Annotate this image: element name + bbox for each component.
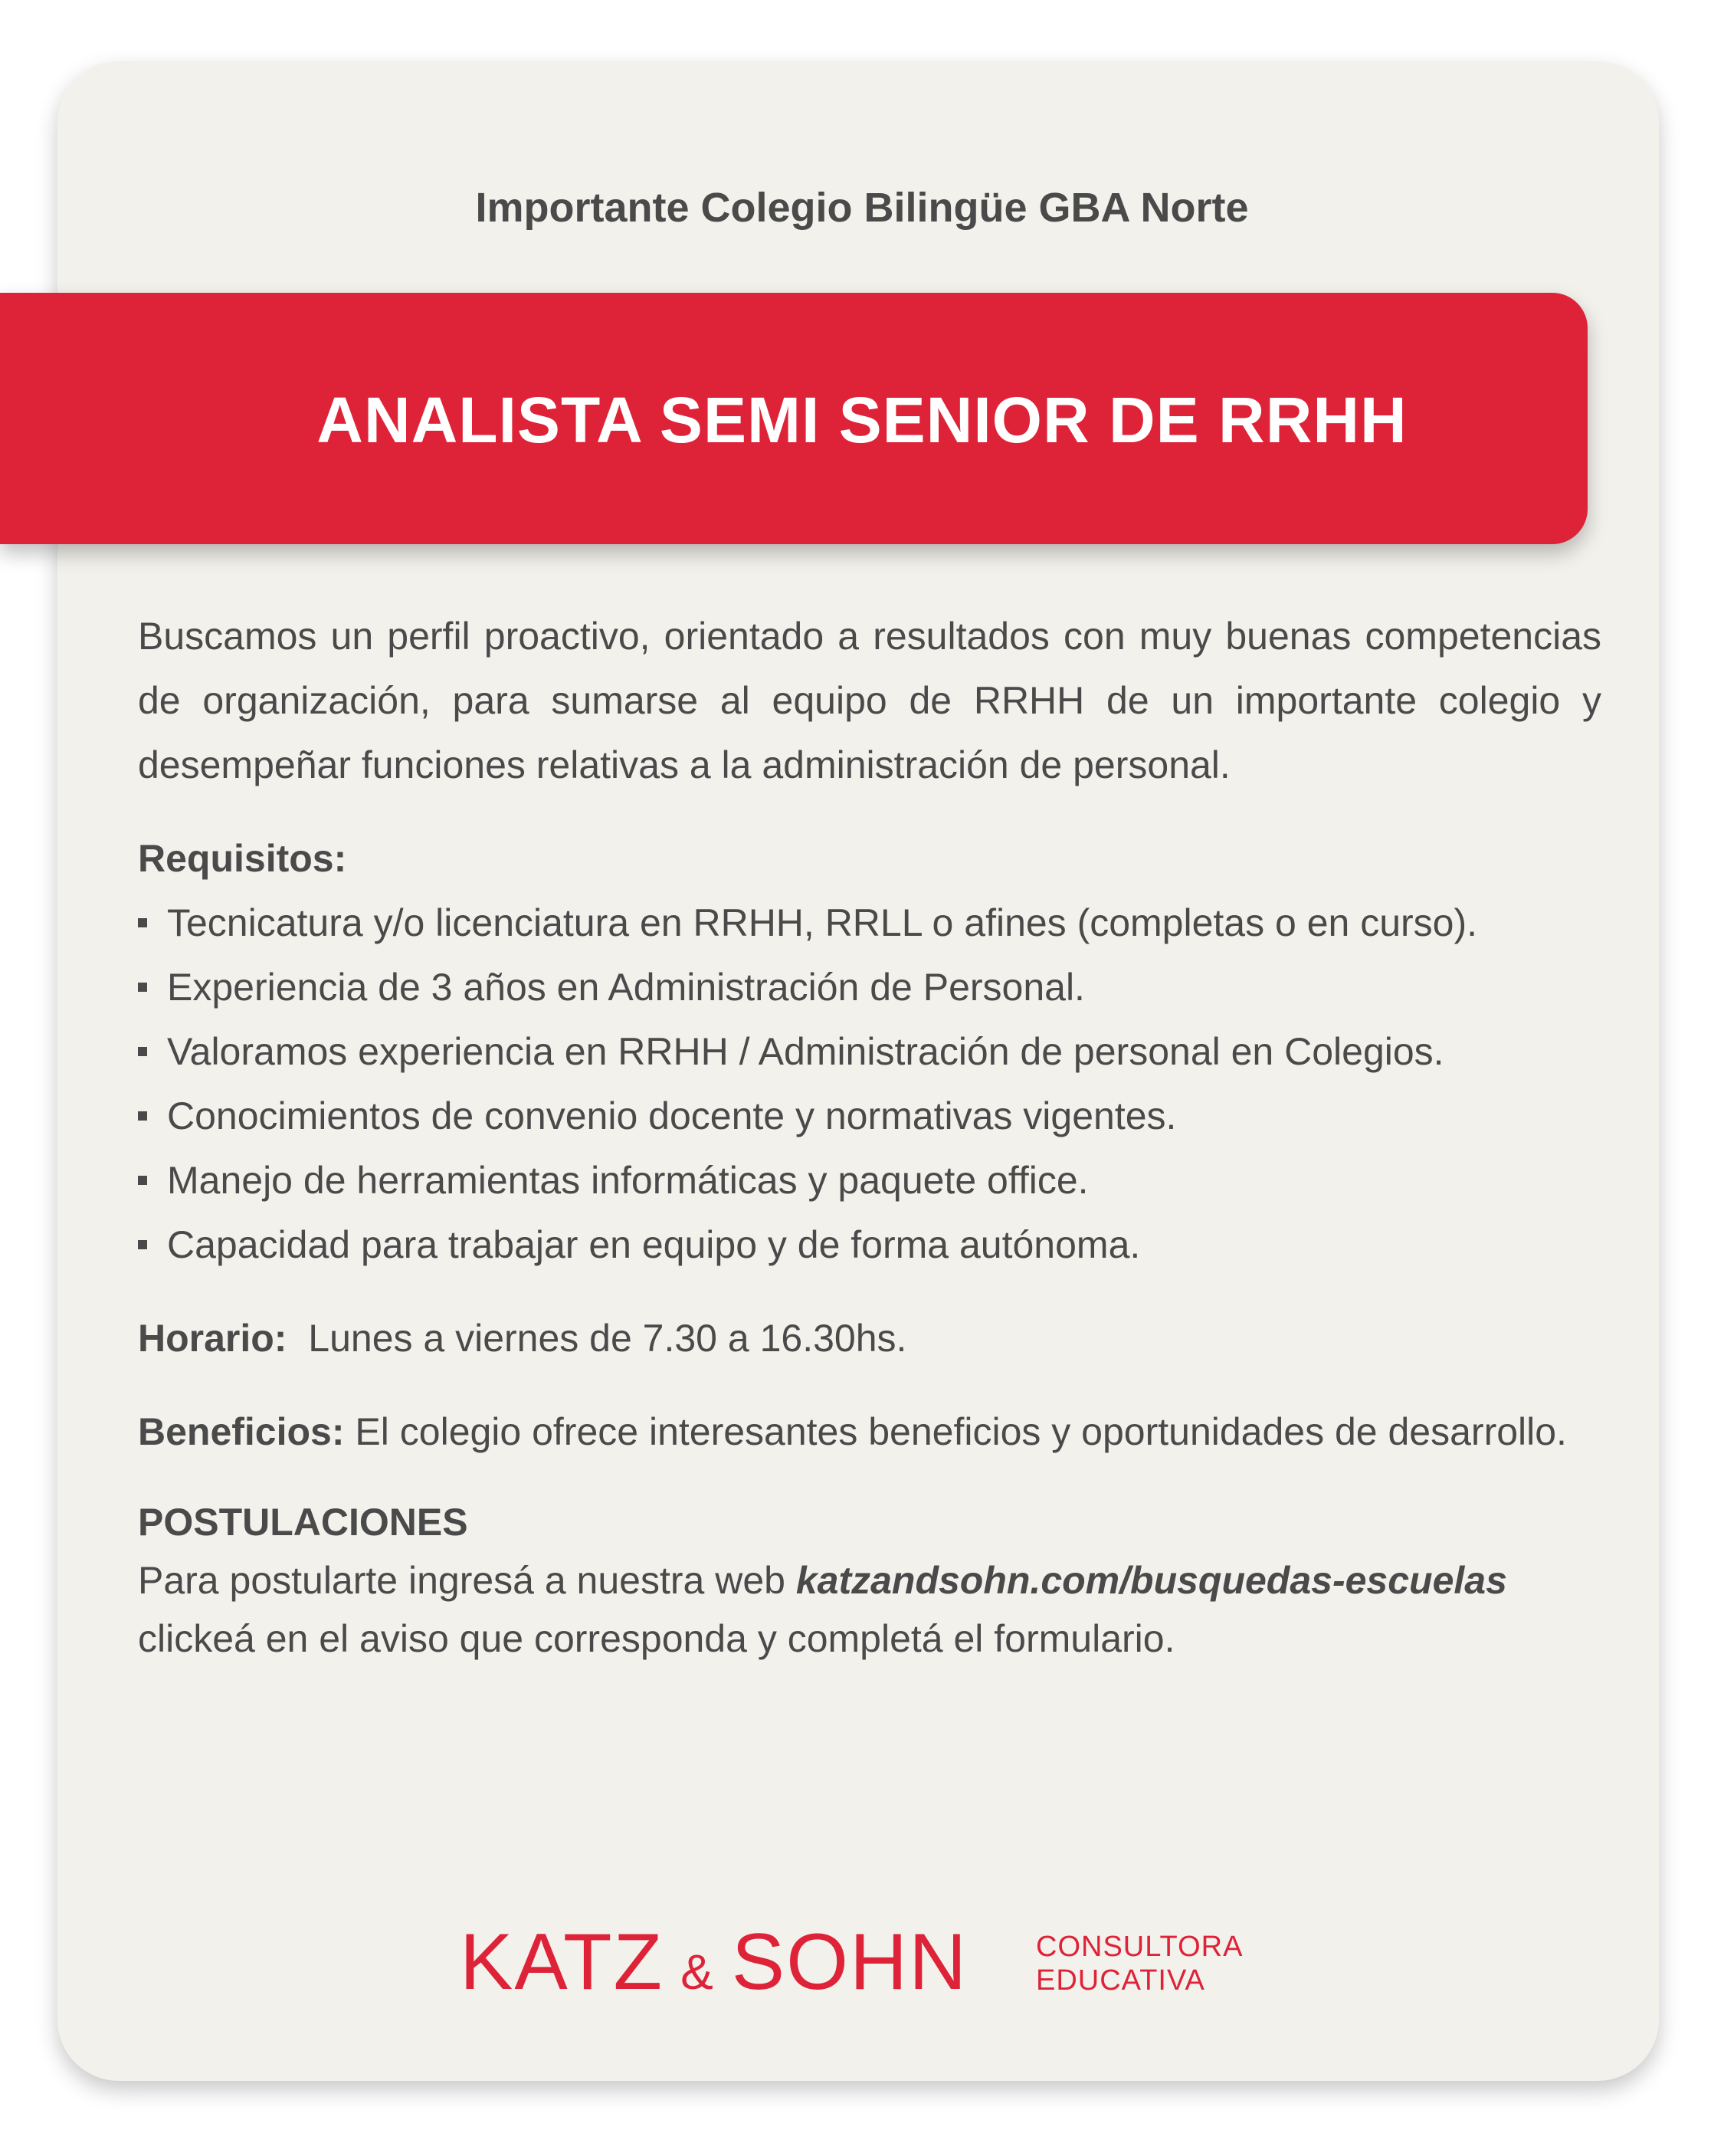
applications-link[interactable]: katzandsohn.com/busquedas-escuelas xyxy=(795,1559,1507,1602)
benefits-paragraph xyxy=(138,1400,1601,1464)
requirement-item xyxy=(138,1019,1601,1084)
brand-tagline-line1: CONSULTORA xyxy=(1036,1931,1244,1963)
bullet-icon xyxy=(138,1111,147,1121)
requirement-item xyxy=(138,955,1601,1019)
requirement-text: Conocimientos de convenio docente y normativas vigentes. xyxy=(167,1094,1177,1137)
intro-paragraph: Buscamos un perfil proactivo, orientado a resultados con muy buenas competencias de organización, para sumarse al equipo de RRHH de un importante colegio y desempeñar funciones relativas a la administración de personal. xyxy=(138,615,1601,786)
school-kicker: Importante Colegio Bilingüe GBA Norte xyxy=(475,185,1249,231)
brand-name xyxy=(460,1916,968,2018)
applications-text xyxy=(138,1551,1601,1668)
requirement-item xyxy=(138,891,1601,955)
requirement-text: Capacidad para trabajar en equipo y de forma autónoma. xyxy=(167,1223,1141,1266)
bullet-icon xyxy=(138,918,147,927)
schedule-label: Horario: xyxy=(138,1317,287,1360)
requirement-text: Experiencia de 3 años en Administración de Personal. xyxy=(167,966,1085,1009)
job-title: ANALISTA SEMI SENIOR DE RRHH xyxy=(316,384,1408,456)
applications-section xyxy=(138,1493,1601,1668)
benefits-label: Beneficios: xyxy=(138,1410,345,1453)
requirements-label: Requisitos: xyxy=(138,837,347,880)
applications-text-before: Para postularte ingresá a nuestra web xyxy=(138,1559,796,1602)
bullet-icon xyxy=(138,983,147,992)
bullet-icon xyxy=(138,1047,147,1056)
applications-text-after: clickeá en el aviso que corresponda y completá el formulario. xyxy=(138,1617,1175,1660)
schedule-line xyxy=(138,1306,1601,1370)
requirements-list xyxy=(138,891,1601,1277)
brand-tagline xyxy=(1036,1930,1243,1997)
benefits-text: El colegio ofrece interesantes beneficios y oportunidades de desarrollo. xyxy=(355,1410,1567,1453)
brand-name-right: SOHN xyxy=(731,1918,969,2007)
requirement-item xyxy=(138,1213,1601,1277)
requirements-section xyxy=(138,826,1601,1277)
requirement-item xyxy=(138,1084,1601,1148)
bullet-icon xyxy=(138,1176,147,1185)
brand-logo xyxy=(460,1916,1303,2008)
schedule-text: Lunes a viernes de 7.30 a 16.30hs. xyxy=(308,1317,907,1360)
applications-label: POSTULACIONES xyxy=(138,1501,468,1544)
bullet-icon xyxy=(138,1240,147,1249)
brand-ampersand: & xyxy=(680,1944,715,2000)
job-description xyxy=(138,604,1601,1668)
brand-tagline-line2: EDUCATIVA xyxy=(1036,1964,1205,1997)
requirement-text: Valoramos experiencia en RRHH / Administración de personal en Colegios. xyxy=(167,1030,1444,1073)
requirement-item xyxy=(138,1148,1601,1213)
brand-name-left: KATZ xyxy=(460,1918,664,2007)
requirement-text: Tecnicatura y/o licenciatura en RRHH, RRLL o afines (completas o en curso). xyxy=(167,901,1478,944)
requirement-text: Manejo de herramientas informáticas y paquete office. xyxy=(167,1159,1089,1202)
